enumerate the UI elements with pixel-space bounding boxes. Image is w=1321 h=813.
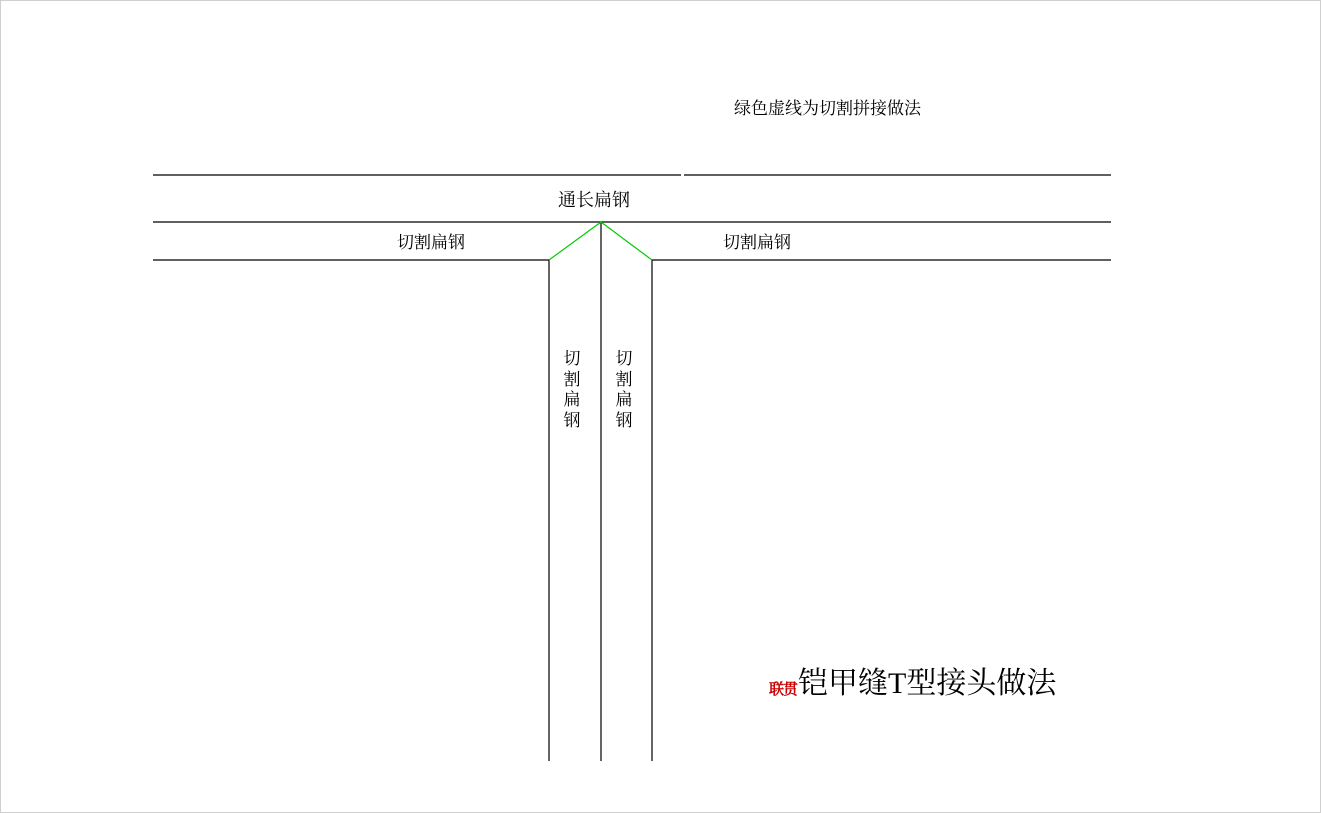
vertical-char: 割 [563, 369, 581, 389]
vertical-char: 扁 [563, 390, 581, 410]
title-block [769, 658, 1056, 702]
technical-drawing-svg [1, 1, 1321, 813]
label-cut-flat-steel-left: 切割扁钢 [397, 233, 465, 252]
vertical-char: 钢 [563, 411, 581, 431]
label-through-flat-steel: 通长扁钢 [558, 190, 630, 210]
label-cut-flat-steel-right: 切割扁钢 [723, 233, 791, 252]
vertical-char: 切 [615, 349, 633, 368]
vertical-char: 钢 [615, 411, 633, 431]
green-cut-line-left [549, 222, 601, 260]
label-cut-flat-steel-vertical-left [562, 349, 582, 432]
brand-logo-text: 联贯 [769, 680, 798, 698]
drawing-title: 铠甲缝T型接头做法 [798, 667, 1057, 700]
note-cut-joint-method: 绿色虚线为切割拼接做法 [734, 99, 921, 118]
green-cut-line-right [601, 222, 652, 260]
vertical-char: 割 [615, 369, 633, 389]
label-cut-flat-steel-vertical-right [614, 349, 634, 432]
vertical-char: 切 [563, 349, 581, 368]
vertical-char: 扁 [615, 390, 633, 410]
